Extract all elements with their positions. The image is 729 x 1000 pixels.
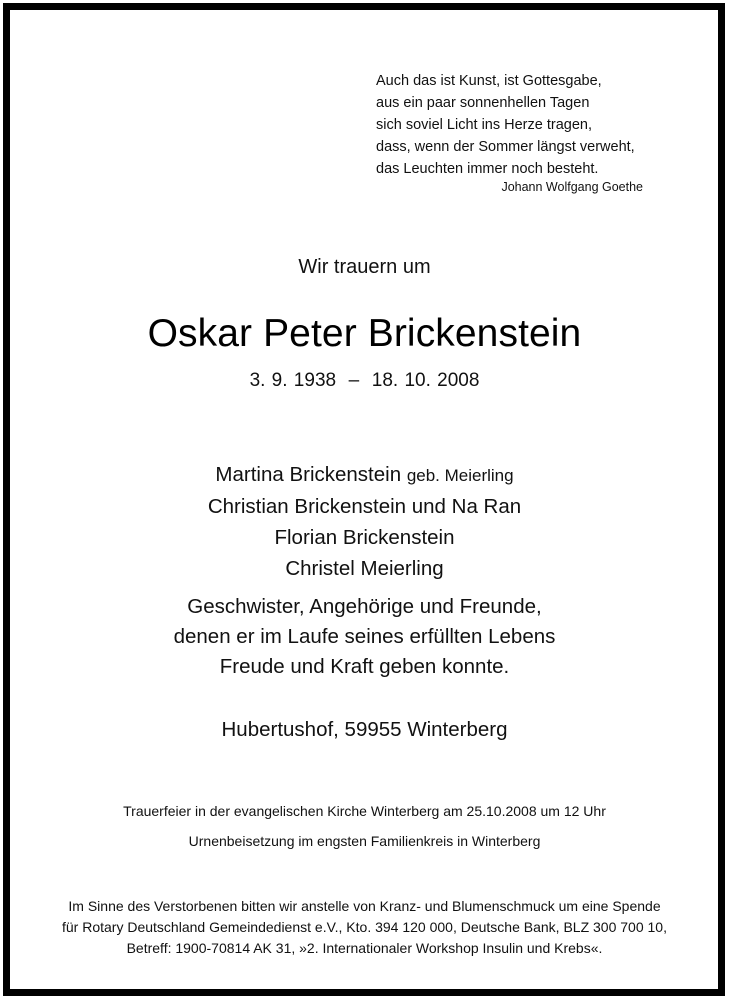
intro-heading: Wir trauern um — [298, 256, 431, 278]
urn-burial: Urnenbeisetzung im engsten Familienkreis in Winterberg — [188, 833, 541, 849]
poem-author: Johann Wolfgang Goethe — [501, 180, 643, 194]
poem-line: dass, wenn der Sommer längst verweht, — [376, 139, 635, 155]
closing-line: Geschwister, Angehörige und Freunde, — [187, 595, 542, 618]
note-line: für Rotary Deutschland Gemeindedienst e.V., Kto. 394 120 000, Deutsche Bank, BLZ 300 700 10, — [62, 919, 667, 935]
donation-note — [0, 896, 729, 959]
life-dates: 3. 9. 1938 – 18. 10. 2008 — [249, 370, 480, 391]
closing-line: Freude und Kraft geben konnte. — [219, 655, 510, 678]
mourners-list — [0, 459, 729, 584]
poem-line: Auch das ist Kunst, ist Gottesgabe, — [376, 73, 602, 89]
mourner-name: Martina Brickenstein — [215, 463, 402, 486]
poem-quote — [376, 70, 635, 180]
maiden-name: geb. Meierling — [406, 466, 514, 485]
closing-line: denen er im Laufe seines erfüllten Lebens — [173, 625, 556, 648]
deceased-name: Oskar Peter Brickenstein — [147, 312, 582, 355]
funeral-service: Trauerfeier in der evangelischen Kirche Winterberg am 25.10.2008 um 12 Uhr — [123, 803, 606, 819]
family-address: Hubertushof, 59955 Winterberg — [221, 718, 508, 741]
poem-line: aus ein paar sonnenhellen Tagen — [376, 95, 590, 111]
mourner-line: Christel Meierling — [285, 557, 444, 580]
mourner-line: Florian Brickenstein — [274, 526, 455, 549]
note-line: Im Sinne des Verstorbenen bitten wir anstelle von Kranz- und Blumenschmuck um eine Spende — [68, 898, 661, 914]
poem-line: das Leuchten immer noch besteht. — [376, 161, 599, 177]
poem-line: sich soviel Licht ins Herze tragen, — [376, 117, 592, 133]
mourners-closing — [0, 592, 729, 682]
mourner-line — [0, 459, 729, 491]
mourner-line: Christian Brickenstein und Na Ran — [207, 495, 522, 518]
note-line: Betreff: 1900-70814 AK 31, »2. Internationaler Workshop Insulin und Krebs«. — [126, 940, 603, 956]
